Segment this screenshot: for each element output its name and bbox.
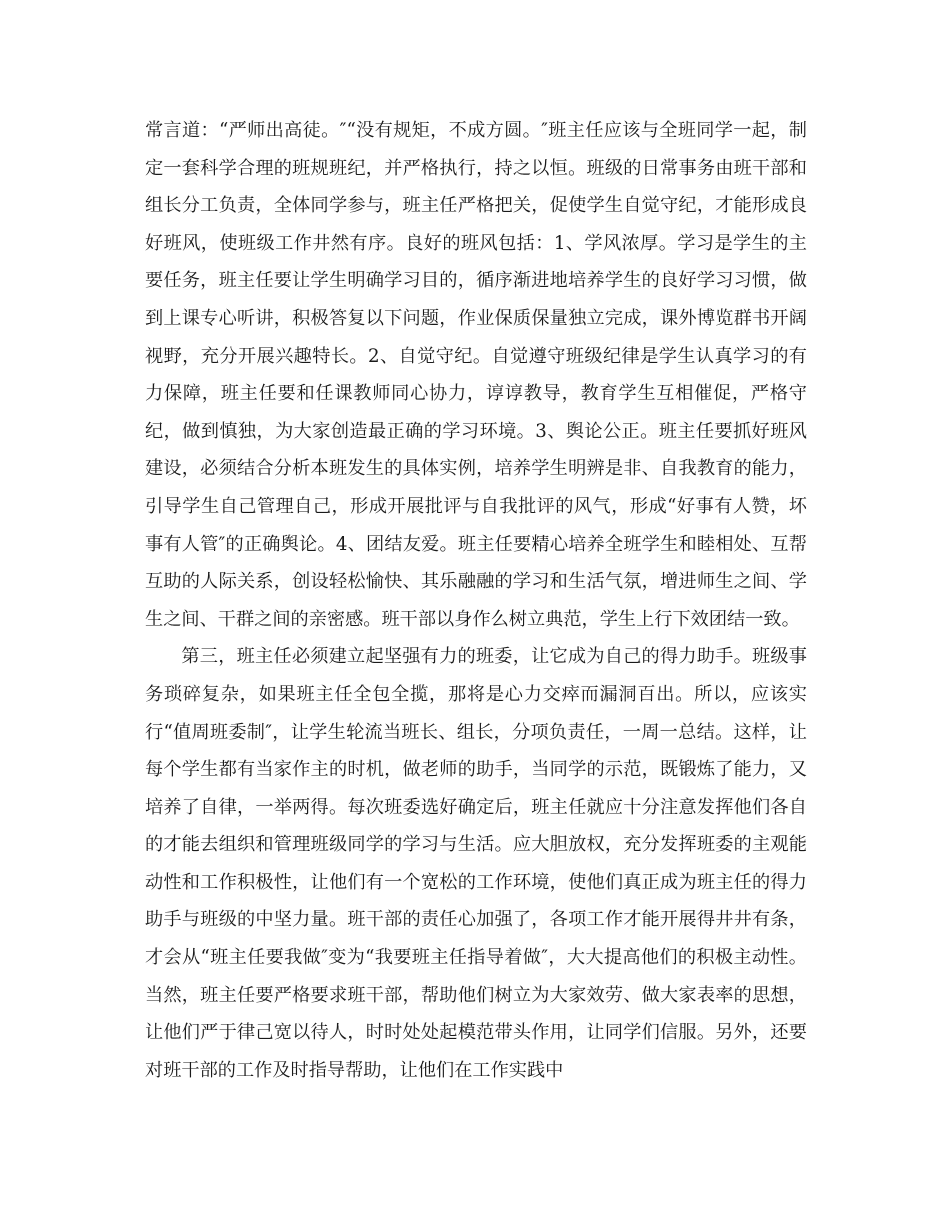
- paragraph-class-committee: 第三，班主任必须建立起坚强有力的班委，让它成为自己的得力助手。班级事务琐碎复杂，如果班主任全包全揽，那将是心力交瘁而漏洞百出。所以，应该实行“值周班委制″，让学生轮流当班长、组长，分项负责任，一周一总结。这样，让每个学生都有当家作主的时机，做老师的助手，当同学的示范，既锻炼了能力，又培养了自律，一举两得。每次班委选好确定后，班主任就应十分注意发挥他们各自的才能去组织和管理班级同学的学习与生活。应大胆放权，充分发挥班委的主观能动性和工作积极性，让他们有一个宽松的工作环境，使他们真正成为班主任的得力助手与班级的中坚力量。班干部的责任心加强了，各项工作才能开展得井井有条，才会从“班主任要我做″变为“我要班主任指导着做″，大大提高他们的积极主动性。当然，班主任要严格要求班干部，帮助他们树立为大家效劳、做大家表率的思想，让他们严于律己宽以待人，时时处处起模范带头作用，让同学们信服。另外，还要对班干部的工作及时指导帮助，让他们在工作实践中: [145, 646, 807, 1081]
- paragraph-class-rules: 常言道：“严师出高徒。″“没有规矩，不成方圆。″班主任应该与全班同学一起，制定一套科学合理的班规班纪，并严格执行，持之以恒。班级的日常事务由班干部和组长分工负责，全体同学参与，班主任严格把关，促使学生自觉守纪，才能形成良好班风，使班级工作井然有序。良好的班风包括：1、学风浓厚。学习是学生的主要任务，班主任要让学生明确学习目的，循序渐进地培养学生的良好学习习惯，做到上课专心听讲，积极答复以下问题，作业保质保量独立完成，课外博览群书开阔视野，充分开展兴趣特长。2、自觉守纪。自觉遵守班级纪律是学生认真学习的有力保障，班主任要和任课教师同心协力，谆谆教导，教育学生互相催促，严格守纪，做到慎独，为大家创造最正确的学习环境。3、舆论公正。班主任要抓好班风建设，必须结合分析本班发生的具体实例，培养学生明辨是非、自我教育的能力，引导学生自己管理自己，形成开展批评与自我批评的风气，形成“好事有人赞，坏事有人管″的正确舆论。4、团结友爱。班主任要精心培养全班学生和睦相处、互帮互助的人际关系，创设轻松愉快、其乐融融的学习和生活气氛，增进师生之间、学生之间、干群之间的亲密感。班干部以身作么树立典范，学生上行下效团结一致。: [145, 120, 807, 630]
- document-body: [145, 112, 807, 1089]
